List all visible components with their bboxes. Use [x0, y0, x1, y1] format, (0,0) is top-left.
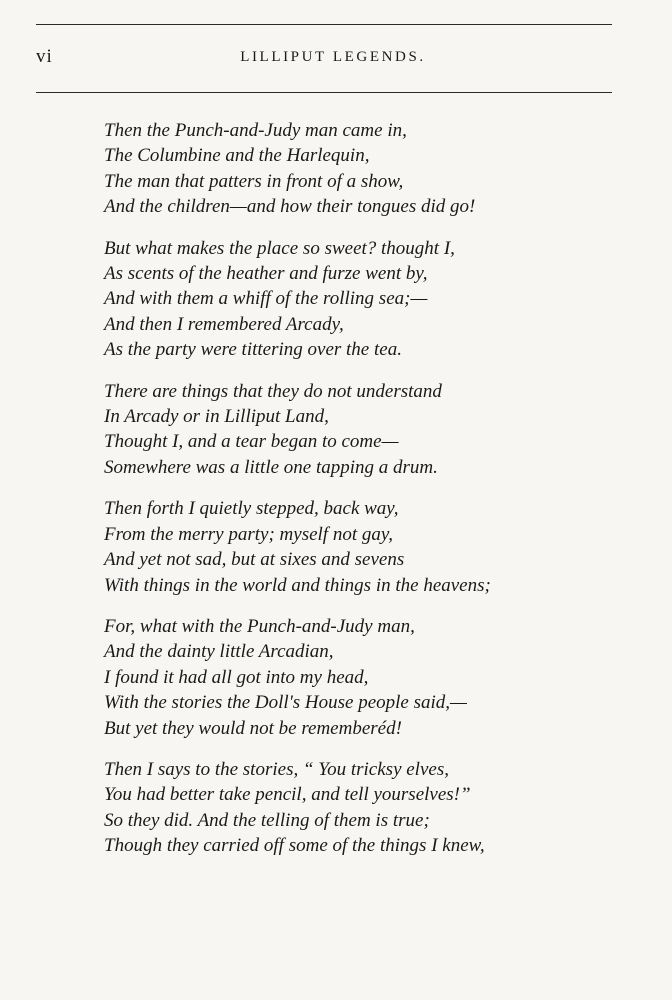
poem-stanza [104, 614, 624, 741]
poem-line: And the dainty little Arcadian, [104, 641, 334, 663]
poem-line: For, what with the Punch-and-Judy man, [104, 615, 415, 637]
poem-line: Though they carried off some of the things I knew, [104, 835, 485, 857]
poem-line: You had better take pencil, and tell yourselves!” [104, 784, 471, 806]
poem-line: As the party were tittering over the tea. [104, 339, 402, 361]
poem-stanza [104, 379, 624, 481]
poem-stanza [104, 757, 624, 859]
poem-line: Then I says to the stories, “ You tricksy elves, [104, 758, 449, 780]
header-bottom-rule [36, 92, 612, 93]
poem-line: But what makes the place so sweet? thought I, [104, 237, 455, 259]
poem-stanza [104, 118, 624, 220]
poem-line: In Arcady or in Lilliput Land, [104, 406, 329, 428]
poem-line: And with them a whiff of the rolling sea;— [104, 288, 428, 310]
poem-line: Somewhere was a little one tapping a drum. [104, 456, 438, 478]
poem-line: With the stories the Doll's House people said,— [104, 692, 467, 714]
poem-line: Thought I, and a tear began to come— [104, 431, 399, 453]
poem-stanza [104, 236, 624, 363]
poem-line: I found it had all got into my head, [104, 666, 369, 688]
poem-line: So they did. And the telling of them is true; [104, 809, 430, 831]
running-title: LILLIPUT LEGENDS. [240, 49, 426, 65]
poem-line: The man that patters in front of a show, [104, 170, 404, 192]
poem-line: As scents of the heather and furze went by, [104, 263, 428, 285]
poem-line: Then forth I quietly stepped, back way, [104, 498, 399, 520]
poem-line: With things in the world and things in the heavens; [104, 574, 491, 596]
poem-line: But yet they would not be rememberéd! [104, 717, 402, 739]
poem-line: And then I remembered Arcady, [104, 313, 344, 335]
poem-line: There are things that they do not understand [104, 380, 442, 402]
header-top-rule [36, 24, 612, 25]
poem-line: The Columbine and the Harlequin, [104, 145, 370, 167]
page-number: vi [36, 46, 53, 67]
poem-line: And yet not sad, but at sixes and sevens [104, 549, 405, 571]
poem-line: Then the Punch-and-Judy man came in, [104, 120, 407, 141]
poem-stanza [104, 496, 624, 598]
poem-body [104, 118, 624, 875]
page-header [36, 46, 612, 76]
poem-line: And the children—and how their tongues did go! [104, 196, 476, 218]
poem-line: From the merry party; myself not gay, [104, 523, 393, 545]
